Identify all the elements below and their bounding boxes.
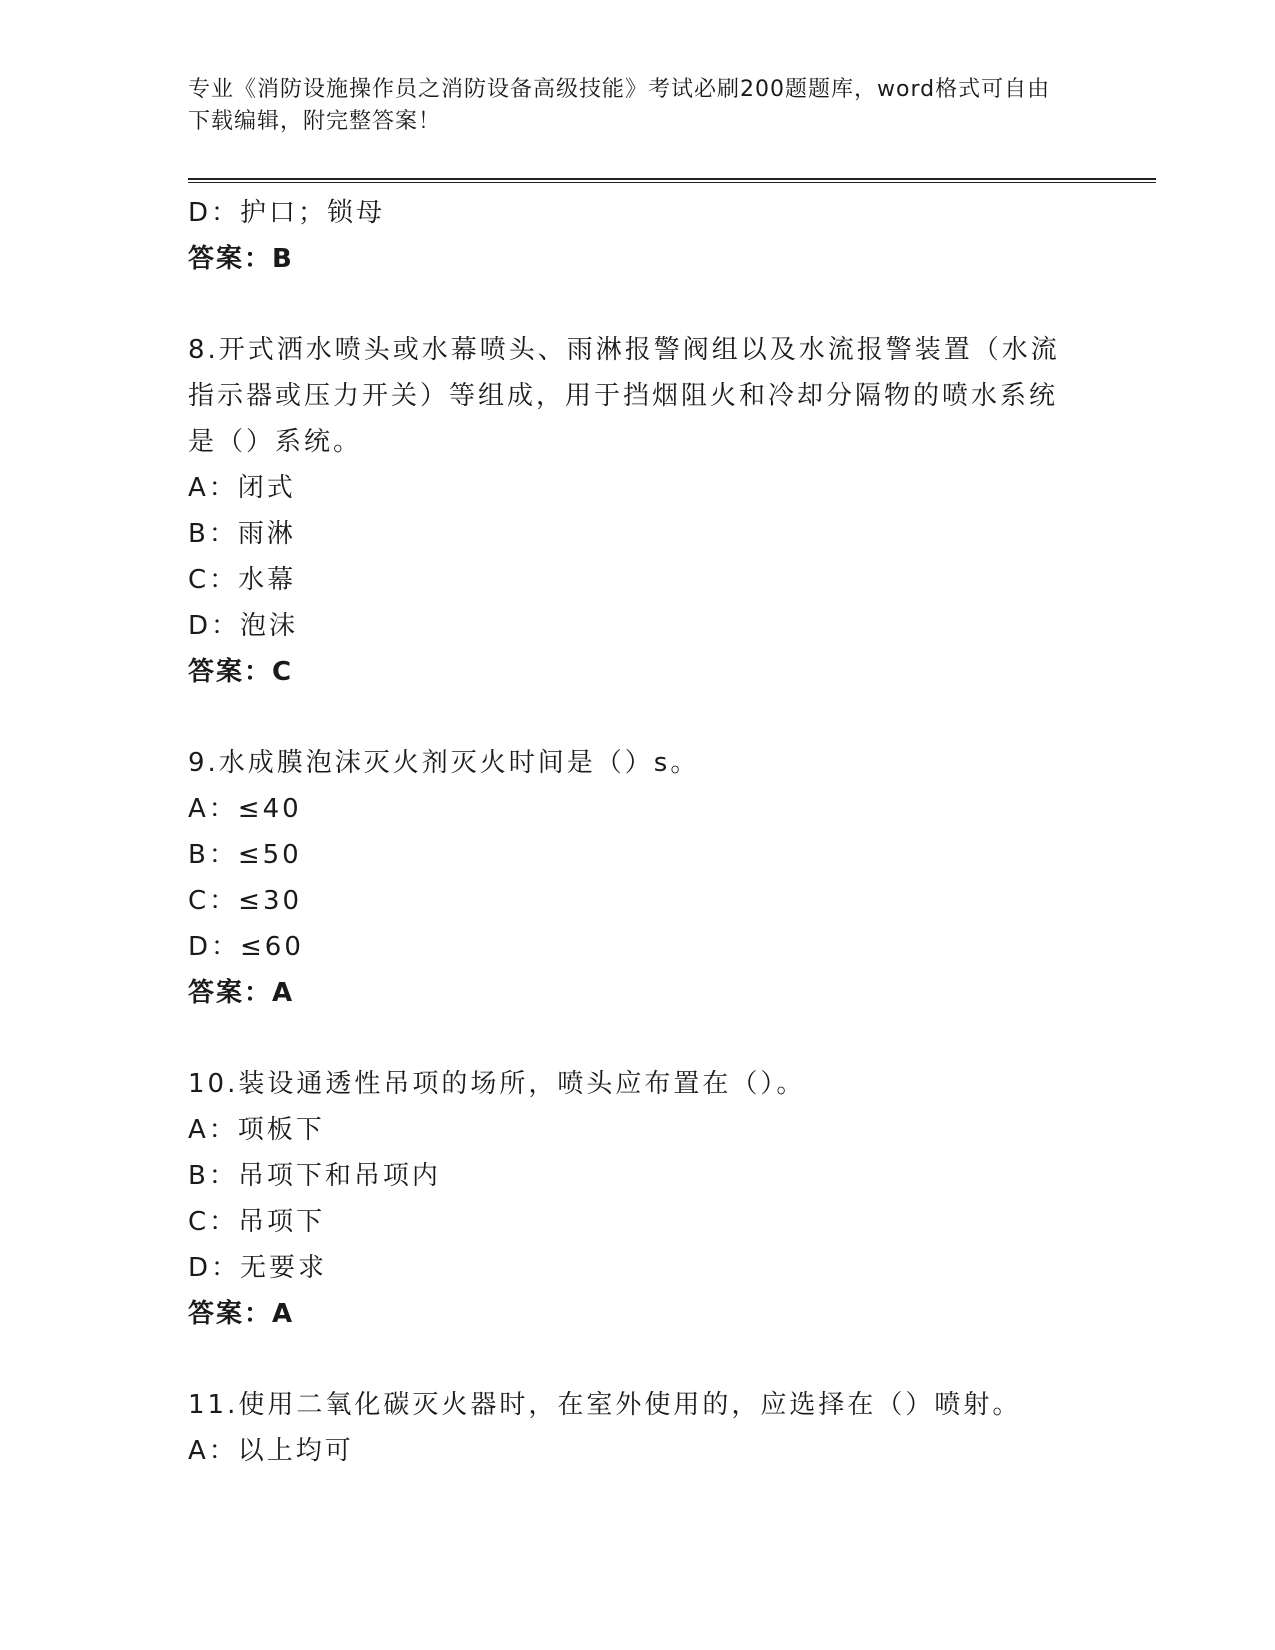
- question-stem: 11.使用二氧化碳灭火器时，在室外使用的，应选择在（）喷射。: [188, 1390, 1022, 1420]
- option-b: B：≤50: [188, 840, 302, 870]
- question-7-fragment: [188, 190, 1068, 282]
- answer: 答案：A: [188, 978, 295, 1008]
- question-8: [188, 327, 1068, 695]
- question-stem: 9.水成膜泡沫灭火剂灭火时间是（）s。: [188, 748, 700, 778]
- question-10: [188, 1061, 1068, 1337]
- option-d: D：护口；锁母: [188, 198, 386, 228]
- option-b: B：吊项下和吊项内: [188, 1161, 441, 1191]
- question-11: [188, 1382, 1068, 1474]
- option-c: C：≤30: [188, 886, 303, 916]
- option-b: B：雨淋: [188, 519, 296, 549]
- answer: 答案：A: [188, 1299, 295, 1329]
- option-c: C：吊项下: [188, 1207, 326, 1237]
- option-a: A：项板下: [188, 1115, 325, 1145]
- header-divider-thick: [188, 178, 1156, 180]
- page-header: 专业《消防设施操作员之消防设备高级技能》考试必刷200题题库，word格式可自由下载编辑，附完整答案！: [188, 77, 1051, 134]
- answer: 答案：C: [188, 657, 294, 687]
- option-d: D：泡沫: [188, 611, 299, 641]
- answer: 答案：B: [188, 244, 294, 274]
- question-9: [188, 740, 1068, 1016]
- question-list: [188, 190, 1068, 1474]
- option-d: D：≤60: [188, 932, 304, 962]
- question-stem: 8.开式洒水喷头或水幕喷头、雨淋报警阀组以及水流报警装置（水流指示器或压力开关）等组成，用于挡烟阻火和冷却分隔物的喷水系统是（）系统。: [188, 335, 1060, 457]
- question-stem: 10.装设通透性吊项的场所，喷头应布置在（）。: [188, 1069, 806, 1099]
- option-a: A：以上均可: [188, 1436, 354, 1466]
- option-a: A：闭式: [188, 473, 296, 503]
- header-divider-thin: [188, 182, 1156, 183]
- option-a: A：≤40: [188, 794, 302, 824]
- option-c: C：水幕: [188, 565, 297, 595]
- option-d: D：无要求: [188, 1253, 328, 1283]
